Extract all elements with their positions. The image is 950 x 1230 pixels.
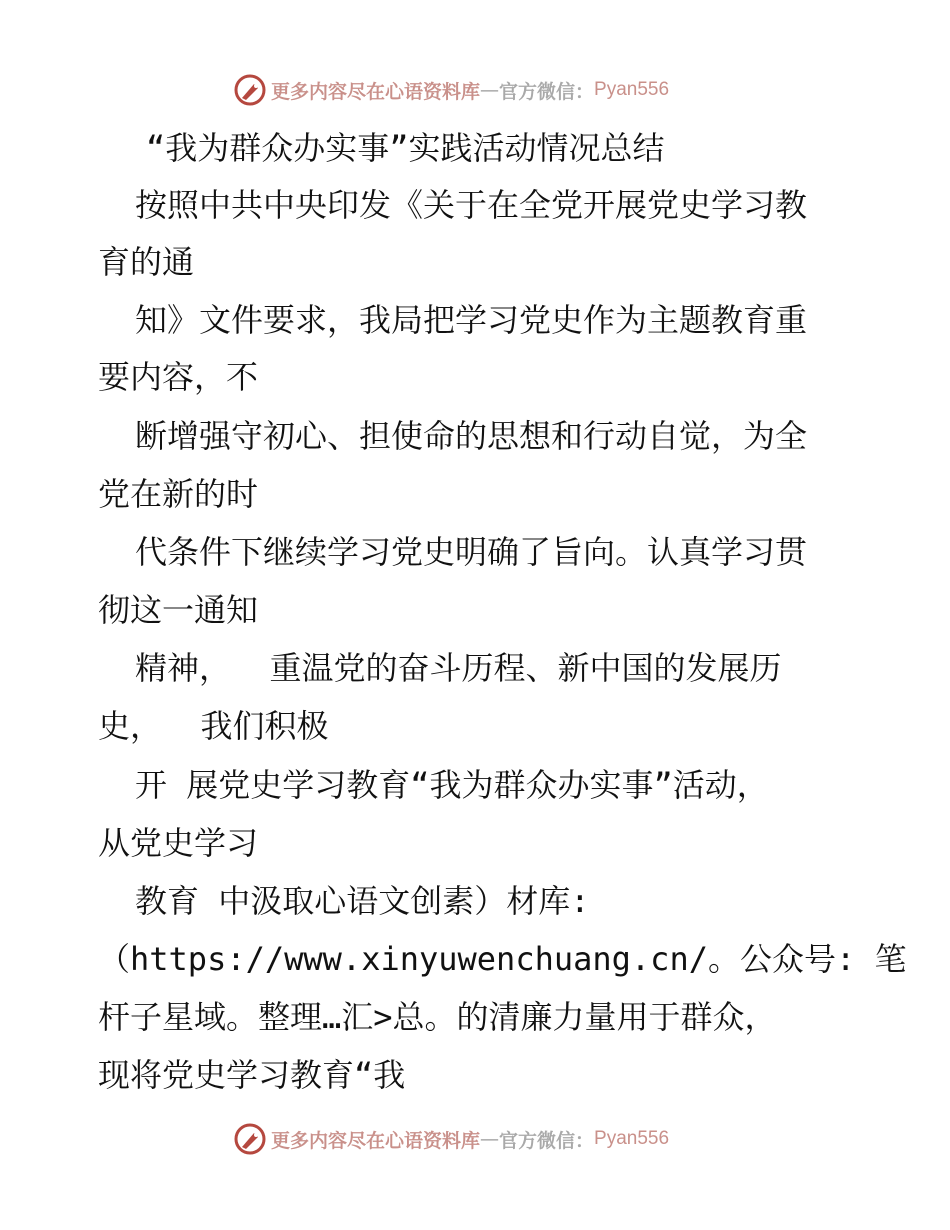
- watermark-separator: —: [480, 79, 500, 101]
- watermark-text: 更多内容尽在心语资料库: [271, 80, 481, 103]
- watermark-wechat-label: 官方微信：: [499, 80, 595, 103]
- watermark-wechat-label: 官方微信：: [499, 1129, 595, 1152]
- pen-nib-circle-icon: [233, 1122, 267, 1156]
- body-line-9: 精神， 重温党的奋斗历程、新中国的发展历: [135, 649, 782, 687]
- watermark-text: 更多内容尽在心语资料库: [271, 1129, 481, 1152]
- body-line-13: 教育 中汲取心语文创素）材库:: [135, 882, 590, 920]
- body-line-5: 断增强守初心、担使命的思想和行动自觉，为全: [135, 417, 808, 455]
- body-line-2: 育的通: [98, 243, 195, 281]
- body-line-14: （https://www.xinyuwenchuang.cn/。公众号: 笔: [98, 940, 907, 978]
- body-line-11: 开 展党史学习教育“我为群众办实事”活动，: [135, 766, 769, 804]
- watermark-separator: —: [480, 1128, 500, 1150]
- document-title: “我为群众办实事”实践活动情况总结: [146, 129, 665, 167]
- pen-nib-circle-icon: [233, 73, 267, 107]
- body-line-3: 知》文件要求，我局把学习党史作为主题教育重: [135, 301, 808, 339]
- body-line-10: 史， 我们积极: [98, 707, 329, 745]
- body-line-1: 按照中共中央印发《关于在全党开展党史学习教: [135, 186, 808, 224]
- header-watermark: [233, 72, 669, 108]
- body-line-15: 杆子星域。整理…汇>总。的清廉力量用于群众，: [98, 998, 777, 1036]
- body-line-8: 彻这一通知: [98, 591, 259, 629]
- body-line-12: 从党史学习: [98, 824, 259, 862]
- body-line-4: 要内容，不: [98, 358, 259, 396]
- body-line-16: 现将党史学习教育“我: [98, 1056, 406, 1094]
- body-line-7: 代条件下继续学习党史明确了旨向。认真学习贯: [135, 533, 808, 571]
- body-line-6: 党在新的时: [98, 475, 259, 513]
- watermark-wechat-id: Pyan556: [594, 1128, 670, 1149]
- footer-watermark: [233, 1121, 669, 1157]
- watermark-wechat-id: Pyan556: [594, 79, 670, 100]
